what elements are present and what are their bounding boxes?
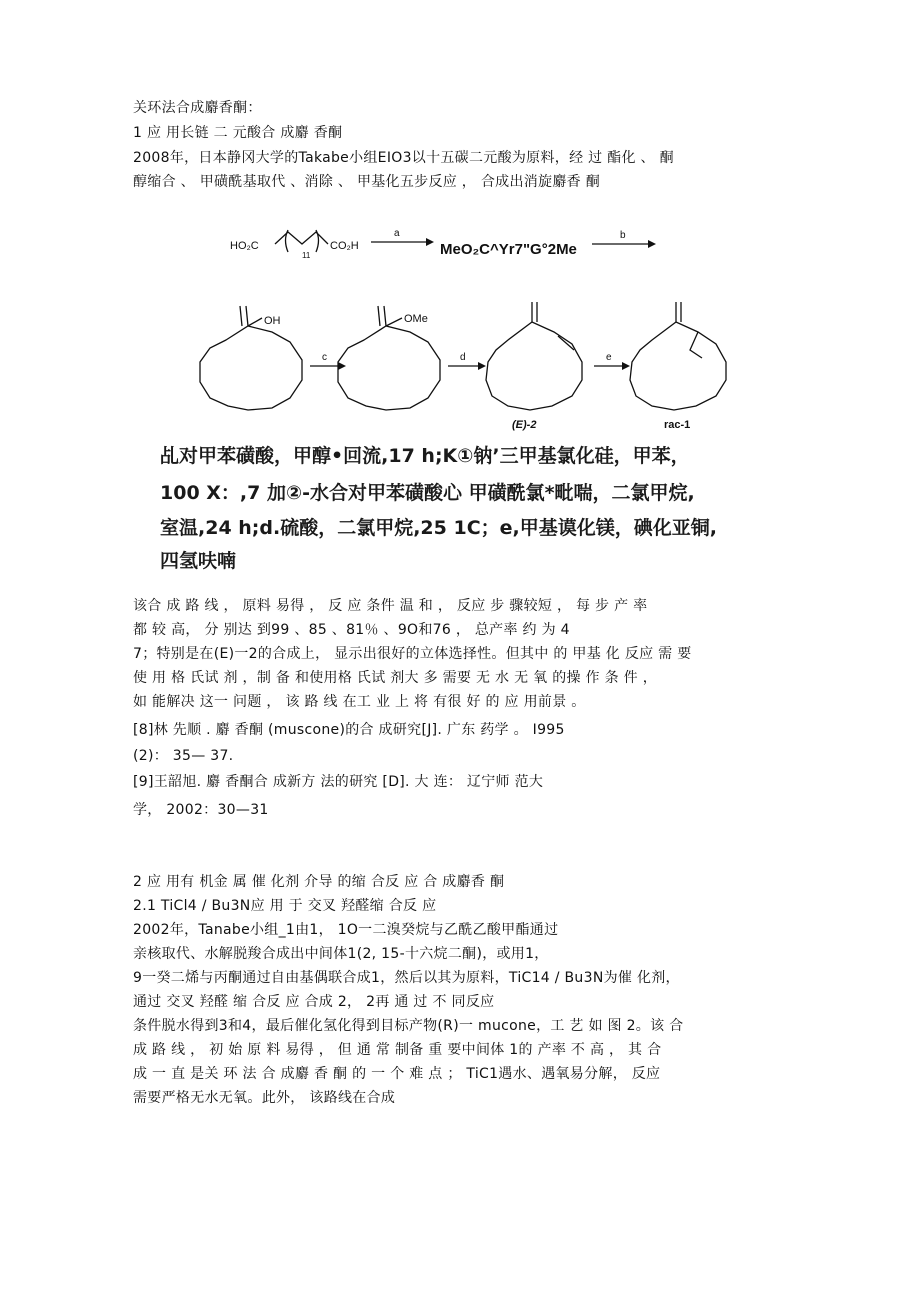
scheme-caption-line: 室温,24 h;d.硫酸，二氯甲烷,25 1C；e,甲基谟化镁，碘化亚铜, bbox=[160, 517, 717, 539]
diester-label: MeO₂C^Yr7"G°2Me bbox=[440, 241, 577, 258]
subsection-heading-1: 1 应 用长链 二 元酸合 成麝 香酮 bbox=[133, 125, 343, 141]
section-2-title: 2 应 用有 机金 属 催 化剂 介导 的缩 合反 应 合 成麝香 酮 bbox=[133, 874, 505, 890]
arrow-b-label: b bbox=[620, 230, 626, 241]
reaction-scheme bbox=[190, 222, 780, 432]
paragraph-line: 2008年，日本静冈大学的Takabe小组EIO3以十五碳二元酸为原料，经 过 酯化 、 酮 bbox=[133, 150, 674, 166]
reference-9-cont: 学， 2002：30—31 bbox=[133, 802, 269, 818]
arrow-d-label: d bbox=[460, 352, 466, 363]
subsection-2-1-title: 2.1 TiCl4 / Bu3N应 用 于 交叉 羟醛缩 合反 应 bbox=[133, 898, 437, 914]
chain-subscript: 11 bbox=[302, 251, 311, 260]
reference-9: [9]王韶旭. 麝 香酮合 成新方 法的研究 [D]. 大 连： 辽宁师 范大 bbox=[133, 774, 544, 790]
paragraph-line: 成 一 直 是关 环 法 合 成麝 香 酮 的 一 个 难 点 ； TiC1遇水、遇氧易分解， 反应 bbox=[133, 1066, 661, 1082]
reference-8-cont: (2)： 35— 37. bbox=[133, 748, 234, 764]
diacid-right-label: CO₂H bbox=[330, 240, 359, 252]
arrow-a-label: a bbox=[394, 228, 400, 239]
scheme-caption-line: 100 X：,7 加②-水合对甲苯磺酸心 甲磺酰氯*毗喘，二氯甲烷, bbox=[160, 482, 695, 504]
paragraph-line: 通过 交叉 羟醛 缩 合反 应 合成 2， 2再 通 过 不 同反应 bbox=[133, 994, 495, 1010]
paragraph-line: 该合 成 路 线 ， 原料 易得 ， 反 应 条件 温 和 ， 反应 步 骤较短 ， 每 步 产 率 bbox=[133, 598, 648, 614]
arrow-c-label: c bbox=[322, 352, 327, 363]
section-heading: 关环法合成麝香酮： bbox=[133, 100, 262, 116]
methoxy-label: OMe bbox=[404, 313, 428, 325]
hydroxyl-label: OH bbox=[264, 315, 281, 327]
paragraph-line: 如 能解决 这一 问题 ， 该 路 线 在工 业 上 将 有很 好 的 应 用前景 。 bbox=[133, 694, 586, 710]
paragraph-line: 都 较 高， 分 别达 到99 、85 、81％ 、9O和76 ， 总产率 约 为 4 bbox=[133, 622, 570, 638]
compound-e2-label: (E)-2 bbox=[512, 419, 537, 431]
arrow-e-label: e bbox=[606, 352, 612, 363]
paragraph-line: 需要严格无水无氧。此外， 该路线在合成 bbox=[133, 1090, 396, 1106]
diacid-left-label: HO₂C bbox=[230, 240, 259, 252]
paragraph-line: 9一癸二烯与丙酮通过自由基偶联合成1，然后以其为原料，TiC14 / Bu3N为催 化剂， bbox=[133, 970, 680, 986]
paragraph-line: 7；特别是在(E)一2的合成上， 显示出很好的立体选择性。但其中 的 甲基 化 反应 需 要 bbox=[133, 646, 692, 662]
paragraph-line: 成 路 线 ， 初 始 原 料 易得 ， 但 通 常 制备 重 要中间体 1的 产率 不 高 ， 其 合 bbox=[133, 1042, 662, 1058]
compound-rac1-label: rac-1 bbox=[664, 419, 691, 431]
paragraph-line: 亲核取代、水解脱羧合成出中间体1(2, 15-十六烷二酮)，或用1， bbox=[133, 946, 549, 962]
paragraph-line: 2002年，Tanabe小组_1由1， 1O一二溴癸烷与乙酰乙酸甲酯通过 bbox=[133, 922, 559, 938]
paragraph-line: 醇缩合 、 甲磺酰基取代 、消除 、 甲基化五步反应 ， 合成出消旋麝香 酮 bbox=[133, 174, 600, 190]
reference-8: [8]林 先顺 . 麝 香酮 (muscone)的合 成研究[J]. 广东 药学 。 I995 bbox=[133, 722, 565, 738]
paragraph-line: 使 用 格 氏试 剂 ，制 备 和使用格 氏试 剂大 多 需要 无 水 无 氧 的操 作 条 件 ， bbox=[133, 670, 658, 686]
scheme-caption-line: 四氢呋喃 bbox=[160, 550, 237, 572]
scheme-caption-line: 乩对甲苯磺酸，甲醇•回流,17 h;K①钠’三甲基氯化硅，甲苯， bbox=[160, 445, 690, 467]
paragraph-line: 条件脱水得到3和4，最后催化氢化得到目标产物(R)一 mucone，工 艺 如 图 2。该 合 bbox=[133, 1018, 684, 1034]
